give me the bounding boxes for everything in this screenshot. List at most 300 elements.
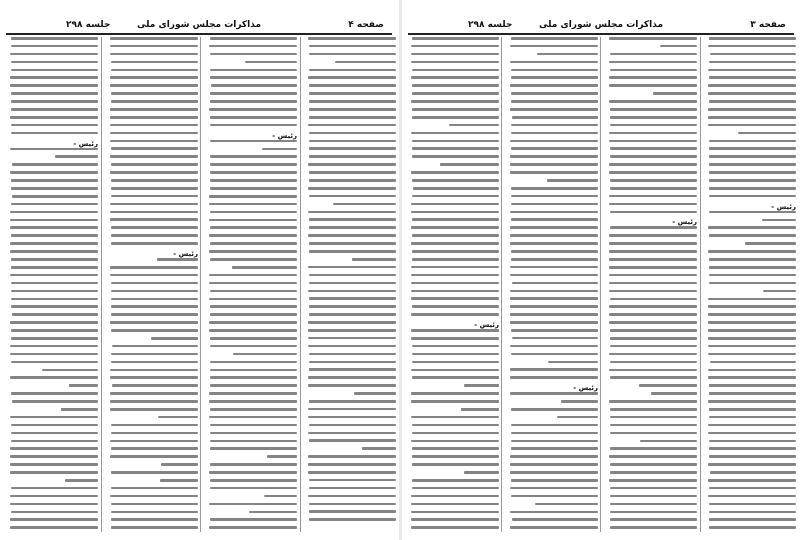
text-line — [111, 195, 198, 198]
text-line — [610, 471, 697, 474]
text-line — [709, 266, 796, 269]
text-line — [11, 124, 98, 127]
text-line — [210, 187, 297, 190]
running-header — [6, 20, 392, 34]
text-line — [710, 471, 796, 474]
text-line — [708, 424, 796, 427]
text-column — [702, 37, 796, 532]
text-line — [209, 416, 297, 419]
text-line — [610, 526, 697, 529]
text-line — [510, 226, 598, 229]
text-line — [111, 69, 198, 72]
text-line — [110, 211, 198, 214]
text-line — [708, 329, 796, 332]
text-line — [110, 440, 198, 443]
text-line — [510, 163, 598, 166]
text-line — [511, 479, 598, 482]
text-line — [111, 424, 198, 427]
text-line — [111, 511, 198, 514]
text-line — [309, 45, 396, 48]
text-line — [412, 376, 499, 379]
text-line — [65, 479, 98, 482]
text-line — [411, 392, 499, 395]
text-line — [309, 179, 396, 182]
text-line — [412, 218, 499, 221]
text-line — [708, 337, 796, 340]
text-line — [610, 329, 697, 332]
text-line — [11, 329, 98, 332]
text-line — [709, 526, 796, 529]
speaker-label: رئیس - — [173, 250, 198, 259]
text-line — [412, 455, 499, 458]
text-line — [11, 92, 98, 95]
text-line — [309, 53, 396, 56]
text-line — [709, 140, 796, 143]
text-line — [11, 37, 98, 40]
text-line — [308, 432, 396, 435]
text-line — [61, 408, 98, 411]
text-line — [510, 242, 598, 245]
text-line — [411, 61, 499, 64]
text-line — [510, 471, 598, 474]
text-line — [709, 440, 796, 443]
text-column — [104, 37, 198, 532]
text-line — [609, 479, 697, 482]
text-line — [233, 353, 297, 356]
text-line — [11, 203, 98, 206]
text-line — [111, 179, 198, 182]
text-line — [210, 53, 297, 56]
text-line — [111, 353, 198, 356]
text-line — [264, 495, 297, 498]
text-line — [709, 487, 796, 490]
text-line — [267, 455, 297, 458]
text-line — [111, 226, 198, 229]
text-line — [210, 163, 297, 166]
text-line — [111, 503, 198, 506]
text-line — [510, 290, 598, 293]
page-number: صفحه ۴ — [348, 20, 384, 30]
text-line — [510, 211, 598, 214]
text-line — [10, 171, 98, 174]
session-number: جلسه ۲۹۸ — [66, 20, 111, 30]
text-line — [412, 234, 499, 237]
text-line — [210, 171, 297, 174]
text-line — [111, 526, 198, 529]
text-line — [709, 518, 796, 521]
text-line — [561, 400, 598, 403]
text-line — [309, 361, 396, 364]
text-line — [111, 487, 198, 490]
text-line — [210, 100, 297, 103]
text-line — [10, 503, 98, 506]
text-line — [12, 313, 98, 316]
text-line — [11, 361, 98, 364]
text-line — [411, 290, 499, 293]
page-number: صفحه ۳ — [750, 20, 786, 30]
text-line — [709, 416, 796, 419]
text-line — [609, 250, 697, 253]
text-line — [511, 100, 598, 103]
text-line — [709, 392, 796, 395]
text-line — [209, 392, 297, 395]
text-line — [537, 53, 598, 56]
text-line — [708, 226, 796, 229]
text-line — [411, 76, 499, 79]
text-line — [12, 400, 99, 403]
text-line — [209, 45, 297, 48]
text-line — [411, 274, 499, 277]
text-line — [111, 329, 198, 332]
text-line — [609, 84, 697, 87]
text-line — [111, 313, 198, 316]
text-line — [510, 511, 598, 514]
text-line — [609, 61, 697, 64]
text-line — [710, 53, 796, 56]
text-line — [709, 408, 796, 411]
text-line — [464, 384, 499, 387]
text-line — [11, 61, 98, 64]
text-line — [110, 408, 198, 411]
text-line — [210, 155, 297, 158]
text-line — [11, 266, 98, 269]
text-line — [709, 171, 796, 174]
text-line — [412, 69, 499, 72]
text-line — [110, 84, 198, 87]
text-line — [708, 345, 796, 348]
text-line — [511, 250, 598, 253]
text-line — [352, 258, 396, 261]
text-line — [610, 408, 697, 411]
speaker-label: رئیس - — [474, 321, 499, 330]
text-line — [110, 455, 198, 458]
text-line — [362, 447, 396, 450]
text-line — [111, 305, 198, 308]
text-line — [110, 495, 198, 498]
text-line — [10, 463, 98, 466]
text-line — [245, 61, 297, 64]
text-line — [11, 392, 98, 395]
text-line — [309, 171, 396, 174]
text-line — [309, 242, 396, 245]
text-line — [412, 92, 499, 95]
speaker-label: رئیس - — [73, 139, 98, 148]
text-line — [610, 463, 697, 466]
text-line — [411, 518, 499, 521]
text-line — [210, 447, 297, 450]
text-line — [511, 92, 598, 95]
text-line — [510, 368, 598, 371]
text-line — [111, 61, 198, 64]
text-line — [708, 305, 796, 308]
text-line — [411, 337, 499, 340]
text-line — [249, 511, 297, 514]
text-line — [609, 234, 697, 237]
text-line — [609, 274, 697, 277]
text-line — [745, 242, 796, 245]
text-line — [209, 298, 297, 301]
text-line — [512, 282, 599, 285]
text-line — [211, 84, 297, 87]
text-line — [709, 234, 796, 237]
text-line — [309, 250, 396, 253]
text-line — [411, 503, 499, 506]
text-line — [510, 313, 598, 316]
text-line — [412, 116, 499, 119]
publication-title: مذاکرات مجلس شورای ملی — [136, 20, 262, 30]
text-line — [309, 487, 396, 490]
text-line — [510, 234, 598, 237]
text-line — [763, 290, 796, 293]
right-page — [402, 0, 800, 540]
text-line — [411, 416, 499, 419]
text-line — [11, 440, 98, 443]
text-line — [411, 440, 499, 443]
text-line — [709, 282, 796, 285]
text-line — [11, 337, 98, 340]
text-line — [308, 376, 396, 379]
text-line — [55, 155, 98, 158]
text-line — [708, 92, 796, 95]
text-line — [309, 518, 396, 521]
text-line — [510, 140, 598, 143]
text-line — [610, 179, 697, 182]
text-line — [708, 400, 796, 403]
text-line — [10, 495, 98, 498]
text-line — [110, 37, 198, 40]
text-line — [308, 337, 396, 340]
text-line — [412, 258, 499, 261]
text-line — [232, 266, 297, 269]
text-line — [609, 132, 697, 135]
text-line — [510, 155, 598, 158]
text-line — [412, 37, 499, 40]
text-line — [609, 76, 697, 79]
text-line — [210, 313, 297, 316]
speaker-label: رئیس - — [272, 131, 297, 140]
text-line — [309, 282, 396, 285]
text-line — [510, 108, 598, 111]
text-line — [411, 242, 499, 245]
text-line — [308, 37, 396, 40]
text-line — [411, 211, 499, 214]
text-line — [209, 274, 297, 277]
text-line — [111, 361, 198, 364]
text-line — [262, 148, 297, 151]
text-line — [511, 203, 598, 206]
text-line — [308, 408, 396, 411]
publication-title: مذاکرات مجلس شورای ملی — [538, 20, 664, 30]
text-line — [708, 45, 796, 48]
text-line — [210, 290, 297, 293]
text-line — [110, 400, 198, 403]
text-line — [708, 463, 796, 466]
text-line — [309, 155, 396, 158]
text-column — [603, 37, 697, 532]
text-line — [11, 258, 98, 261]
text-line — [609, 195, 697, 198]
text-line — [511, 37, 598, 40]
text-line — [510, 45, 598, 48]
text-line — [111, 163, 198, 166]
text-line — [210, 369, 297, 372]
text-line — [610, 337, 697, 340]
text-line — [10, 211, 98, 214]
text-line — [308, 455, 396, 458]
text-line — [209, 329, 297, 332]
text-line — [610, 511, 697, 514]
text-line — [210, 37, 297, 40]
text-line — [210, 361, 297, 364]
text-line — [511, 124, 598, 127]
text-line — [210, 518, 297, 521]
text-line — [11, 432, 98, 435]
text-line — [609, 140, 697, 143]
text-line — [209, 219, 297, 222]
text-line — [308, 471, 396, 474]
text-line — [308, 290, 396, 293]
text-line — [10, 455, 98, 458]
text-line — [111, 290, 198, 293]
text-line — [609, 100, 697, 103]
text-line — [709, 76, 796, 79]
text-line — [110, 132, 198, 135]
text-line — [708, 376, 796, 379]
text-line — [411, 329, 499, 332]
text-line — [708, 353, 796, 356]
text-line — [110, 376, 198, 379]
text-line — [412, 424, 499, 427]
text-line — [10, 250, 98, 253]
text-line — [708, 369, 796, 372]
text-line — [411, 203, 499, 206]
text-line — [309, 147, 397, 150]
text-line — [511, 195, 598, 198]
text-line — [308, 384, 396, 387]
text-line — [412, 463, 499, 466]
text-line — [510, 171, 598, 174]
speaker-label: رئیس - — [672, 218, 697, 227]
text-line — [309, 305, 396, 308]
text-line — [609, 305, 697, 308]
text-line — [209, 250, 297, 253]
text-line — [411, 282, 499, 285]
text-line — [610, 155, 697, 158]
text-line — [510, 274, 598, 277]
text-line — [210, 226, 297, 229]
text-line — [708, 84, 796, 87]
text-line — [610, 487, 697, 490]
text-line — [511, 329, 598, 332]
text-line — [411, 313, 499, 316]
text-line — [110, 321, 198, 324]
text-line — [510, 463, 598, 466]
text-line — [10, 242, 98, 245]
text-line — [411, 45, 499, 48]
text-line — [653, 92, 697, 95]
text-line — [610, 211, 697, 214]
text-line — [708, 321, 796, 324]
text-line — [210, 376, 297, 379]
text-line — [309, 218, 396, 221]
text-line — [210, 487, 297, 490]
text-line — [609, 282, 697, 285]
text-line — [709, 258, 796, 261]
text-line — [708, 298, 796, 301]
text-line — [461, 408, 499, 411]
text-column — [4, 37, 98, 532]
text-line — [411, 526, 499, 529]
text-line — [709, 147, 796, 150]
text-line — [511, 258, 598, 261]
text-line — [412, 353, 499, 356]
text-line — [413, 187, 499, 190]
text-line — [609, 455, 697, 458]
text-line — [309, 100, 396, 103]
text-line — [510, 376, 598, 379]
text-line — [610, 424, 698, 427]
text-line — [411, 53, 499, 56]
text-line — [309, 274, 396, 277]
text-line — [708, 108, 796, 111]
text-line — [210, 440, 297, 443]
text-line — [110, 266, 198, 269]
text-line — [10, 345, 98, 348]
text-line — [111, 100, 198, 103]
text-line — [11, 487, 98, 490]
text-line — [112, 384, 198, 387]
text-line — [609, 242, 697, 245]
text-line — [412, 140, 499, 143]
text-line — [511, 187, 598, 190]
text-line — [309, 503, 396, 506]
text-line — [309, 424, 396, 427]
text-line — [12, 195, 99, 198]
text-line — [308, 463, 396, 466]
text-line — [708, 432, 796, 435]
text-line — [412, 447, 499, 450]
text-line — [309, 132, 396, 135]
text-line — [209, 471, 297, 474]
text-line — [710, 361, 796, 364]
text-line — [610, 345, 697, 348]
text-line — [309, 313, 396, 316]
text-line — [548, 361, 598, 364]
text-line — [160, 479, 198, 482]
text-line — [111, 234, 198, 237]
text-line — [510, 297, 598, 300]
text-line — [309, 510, 396, 513]
text-line — [609, 203, 697, 206]
text-line — [709, 503, 796, 506]
text-line — [411, 171, 499, 174]
text-line — [308, 416, 396, 419]
text-line — [708, 116, 796, 119]
text-line — [10, 416, 98, 419]
text-line — [511, 408, 598, 411]
text-line — [609, 266, 697, 269]
text-line — [10, 274, 98, 277]
text-line — [510, 392, 598, 395]
text-line — [610, 495, 697, 498]
text-line — [210, 384, 297, 387]
text-line — [10, 353, 98, 356]
left-page — [0, 0, 398, 540]
text-line — [110, 76, 198, 79]
text-line — [709, 455, 796, 458]
text-line — [762, 219, 796, 222]
text-line — [42, 369, 98, 372]
